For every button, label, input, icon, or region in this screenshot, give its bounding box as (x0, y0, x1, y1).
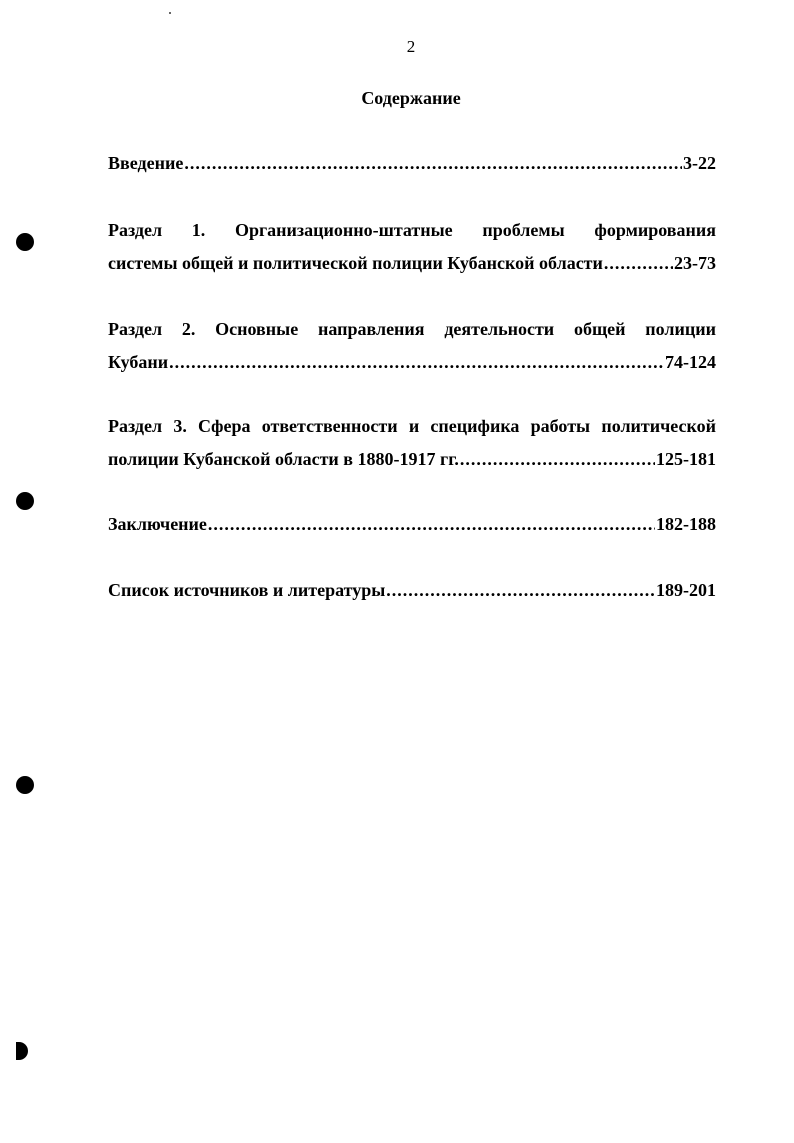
toc-entry-pages: 182-188 (656, 514, 716, 534)
toc-entry-title-line: Раздел 2. Основные направления деятельности общей полиции (108, 319, 716, 339)
toc-entry-pages: 125-181 (656, 449, 716, 469)
toc-entry-section-3 (108, 410, 716, 476)
toc-entry-title: полиции Кубанской области в 1880-1917 гг. (108, 449, 459, 469)
toc-entry-pages: 23-73 (674, 253, 716, 273)
toc-entry-section-1 (108, 214, 716, 280)
punch-hole (16, 1042, 28, 1060)
toc-entry-conclusion (108, 508, 716, 541)
page-number: 2 (406, 37, 416, 56)
toc-entry-title-line: Раздел 1. Организационно-штатные проблемы формирования (108, 220, 716, 240)
punch-hole (16, 492, 34, 510)
scan-speck (169, 12, 171, 14)
toc-entry-title: системы общей и политической полиции Кубанской области (108, 253, 603, 273)
toc-entry-title-line: Раздел 3. Сфера ответственности и специфика работы политической (108, 416, 716, 436)
toc-entry-title: Заключение (108, 514, 207, 534)
dot-leader (386, 574, 655, 607)
punch-hole (16, 233, 34, 251)
toc-entry-pages: 189-201 (656, 580, 716, 600)
toc-entry-pages: 3-22 (683, 153, 716, 173)
dot-leader (460, 443, 655, 476)
toc-entry-pages: 74-124 (665, 352, 716, 372)
toc-entry-title: Список источников и литературы (108, 580, 386, 600)
dot-leader (169, 346, 664, 379)
dot-leader (604, 247, 673, 280)
punch-hole (16, 776, 34, 794)
toc-entry-section-2 (108, 313, 716, 379)
toc-entry-title: Кубани (108, 352, 169, 372)
toc-entry-title: Введение (108, 153, 184, 173)
dot-leader (208, 508, 655, 541)
page-title: Содержание (361, 88, 461, 108)
toc-entry-introduction (108, 147, 716, 180)
toc-entry-bibliography (108, 574, 716, 607)
dot-leader (184, 147, 682, 180)
